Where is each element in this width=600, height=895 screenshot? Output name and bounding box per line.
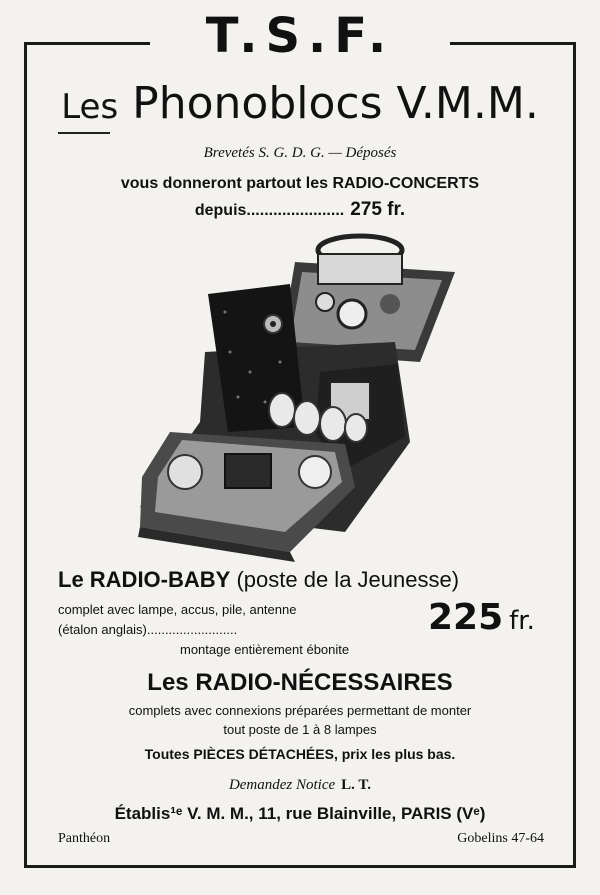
phone-gobelins: Gobelins 47-64: [457, 831, 544, 846]
patent-line: Brevetés S. G. D. G. — Déposés: [203, 145, 397, 161]
notice-code: L. T.: [341, 777, 372, 793]
notice-line: [0, 774, 600, 796]
ad-title: [30, 76, 570, 135]
depuis-line: [0, 198, 600, 223]
necessaires-title: Les RADIO-NÉCESSAIRES: [147, 669, 453, 696]
radio-baby-price-value: 225: [428, 597, 504, 638]
title-product: Phonoblocs V.M.M.: [132, 78, 539, 129]
necessaires-desc-1: complets avec connexions préparées permettant de monter: [128, 703, 472, 718]
radio-baby-desc-3: montage entièrement ébonite: [180, 642, 350, 657]
address-line: Établis¹ᵉ V. M. M., 11, rue Blainville, PARIS (Vᵉ): [114, 804, 486, 823]
radio-baby-heading: [58, 565, 558, 595]
notice-text: Demandez Notice: [228, 777, 336, 793]
radio-baby-price: [428, 596, 535, 643]
tsf-heading: T.S.F.: [150, 8, 450, 64]
radio-baby-currency: fr.: [509, 606, 535, 636]
radio-baby-desc-1: complet avec lampe, accus, pile, antenne: [58, 602, 297, 617]
depuis-price: 275 fr.: [350, 199, 406, 220]
concerts-line: vous donneront partout les RADIO-CONCERTS: [120, 175, 480, 192]
title-les: Les: [61, 87, 119, 127]
pieces-line: Toutes PIÈCES DÉTACHÉES, prix les plus bas.: [144, 746, 456, 762]
title-underline: [58, 132, 110, 134]
radio-baby-subtitle: (poste de la Jeunesse): [236, 567, 460, 592]
necessaires-desc-2: tout poste de 1 à 8 lampes: [223, 722, 377, 737]
radio-baby-title: Le RADIO-BABY: [58, 567, 231, 592]
radio-set-illustration: [130, 232, 470, 562]
depuis-label: depuis......................: [194, 202, 345, 219]
radio-baby-desc-2: (étalon anglais).........................: [58, 622, 238, 637]
phone-pantheon: Panthéon: [58, 831, 111, 846]
